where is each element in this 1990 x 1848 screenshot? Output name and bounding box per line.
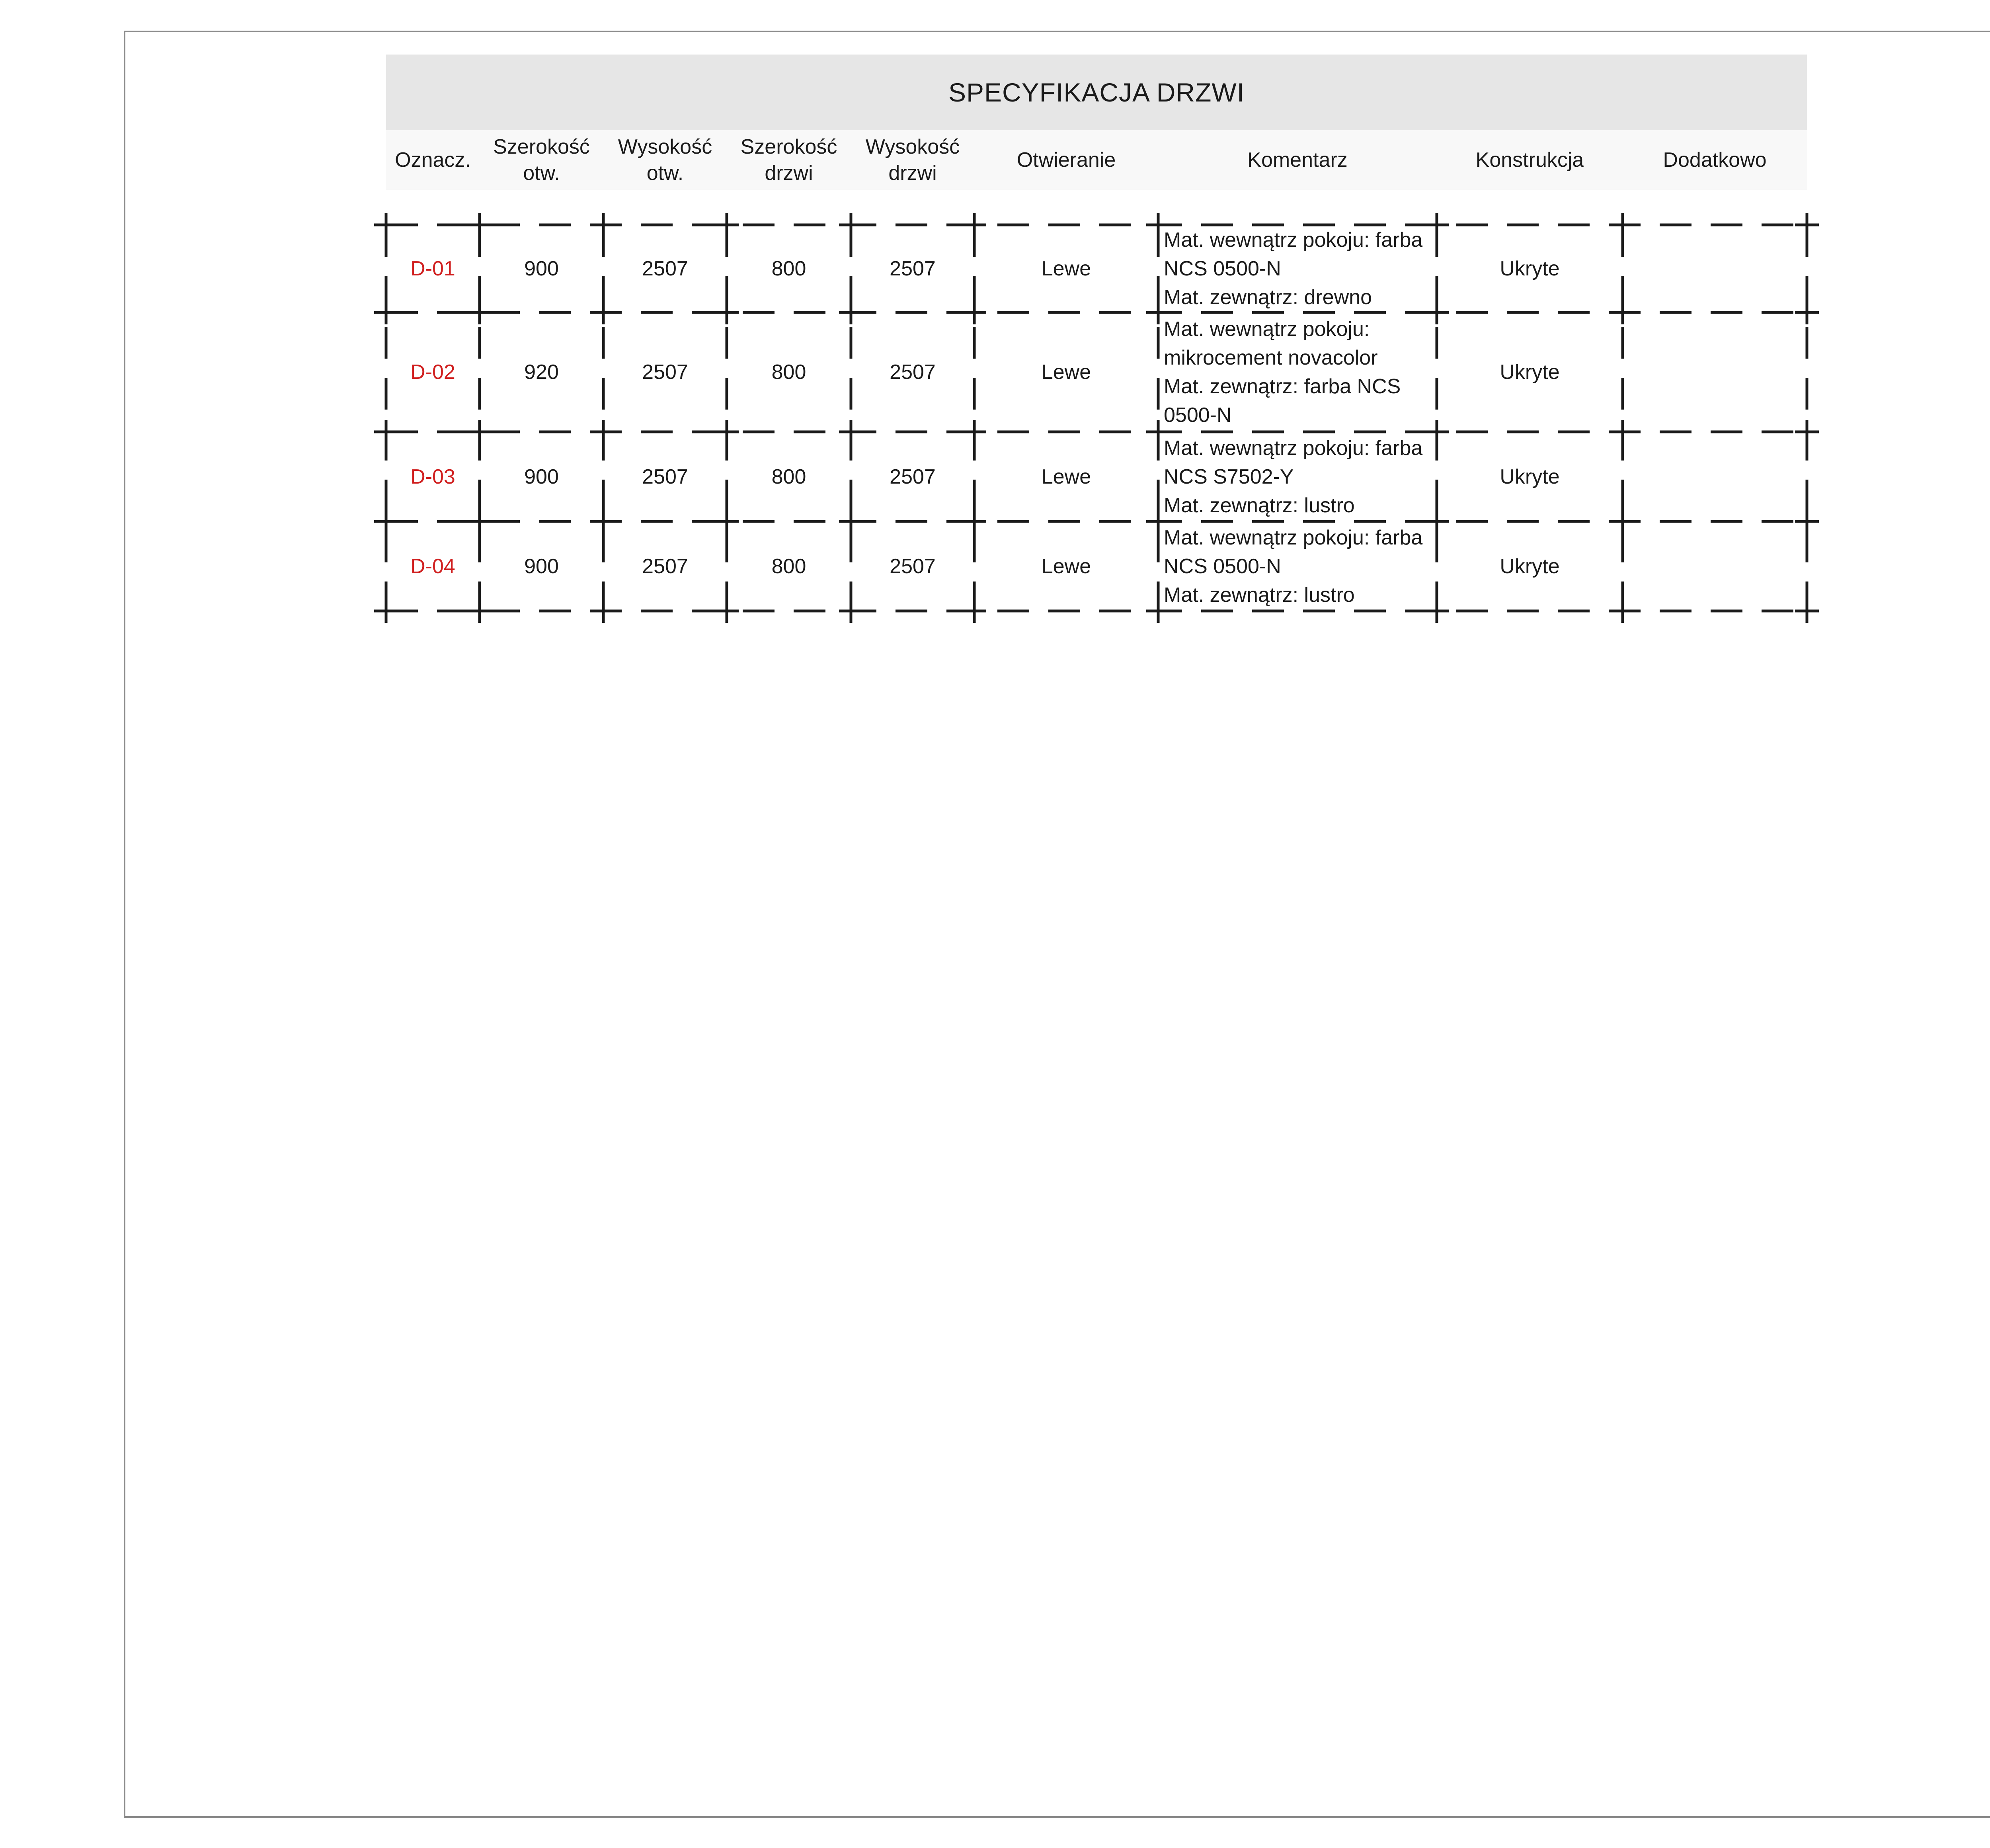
cell-konstrukcja: Ukryte bbox=[1500, 361, 1560, 384]
header-komentarz: Komentarz bbox=[1247, 148, 1348, 172]
cell-oznacz: D-01 bbox=[410, 257, 455, 280]
comment-line: Mat. zewnątrz: drewno bbox=[1164, 286, 1372, 309]
header-dodatkowo: Dodatkowo bbox=[1663, 148, 1767, 172]
comment-line: NCS S7502-Y bbox=[1164, 465, 1294, 488]
header-wys-otw: Wysokość otw. bbox=[618, 135, 712, 185]
header-szer-drzwi: Szerokość drzwi bbox=[740, 135, 837, 185]
comment-line: Mat. wewnątrz pokoju: farba bbox=[1164, 228, 1423, 252]
comment-line: Mat. wewnątrz pokoju: farba bbox=[1164, 526, 1423, 549]
cell-komentarz bbox=[1164, 225, 1434, 312]
cell-szer-otw: 900 bbox=[524, 257, 559, 280]
cell-otwieranie: Lewe bbox=[1041, 257, 1091, 280]
comment-line: mikrocement novacolor bbox=[1164, 346, 1378, 369]
cell-komentarz bbox=[1164, 432, 1434, 521]
cell-oznacz: D-03 bbox=[410, 465, 455, 488]
comment-line: Mat. wewnątrz pokoju: farba bbox=[1164, 436, 1423, 460]
cell-wys-drzwi: 2507 bbox=[890, 465, 936, 488]
cell-dodatkowo bbox=[1623, 225, 1807, 312]
cell-wys-drzwi: 2507 bbox=[890, 554, 936, 578]
cell-otwieranie: Lewe bbox=[1041, 361, 1091, 384]
comment-line: Mat. wewnątrz pokoju: bbox=[1164, 318, 1370, 341]
comment-line: Mat. zewnątrz: lustro bbox=[1164, 583, 1355, 607]
comment-line: NCS 0500-N bbox=[1164, 257, 1281, 280]
header-otwieranie: Otwieranie bbox=[1016, 148, 1116, 172]
cell-wys-otw: 2507 bbox=[642, 465, 688, 488]
cell-konstrukcja: Ukryte bbox=[1500, 554, 1560, 578]
header-szer-otw: Szerokość otw. bbox=[493, 135, 590, 185]
header-konstrukcja: Konstrukcja bbox=[1475, 148, 1584, 172]
comment-line: Mat. zewnątrz: farba NCS bbox=[1164, 375, 1401, 398]
cell-wys-drzwi: 2507 bbox=[890, 361, 936, 384]
cell-wys-otw: 2507 bbox=[642, 554, 688, 578]
comment-line: 0500-N bbox=[1164, 404, 1232, 427]
header-wys-drzwi: Wysokość drzwi bbox=[865, 135, 960, 185]
cell-oznacz: D-02 bbox=[410, 361, 455, 384]
cell-wys-otw: 2507 bbox=[642, 257, 688, 280]
table-header-row bbox=[386, 130, 1807, 190]
header-oznacz: Oznacz. bbox=[395, 148, 471, 172]
cell-szer-drzwi: 800 bbox=[771, 465, 806, 488]
cell-szer-drzwi: 800 bbox=[771, 361, 806, 384]
cell-dodatkowo bbox=[1623, 312, 1807, 432]
cell-otwieranie: Lewe bbox=[1041, 554, 1091, 578]
cell-szer-otw: 900 bbox=[524, 465, 559, 488]
cell-dodatkowo bbox=[1623, 521, 1807, 611]
cell-konstrukcja: Ukryte bbox=[1500, 257, 1560, 280]
cell-dodatkowo bbox=[1623, 432, 1807, 521]
cell-szer-drzwi: 800 bbox=[771, 257, 806, 280]
cell-oznacz: D-04 bbox=[410, 554, 455, 578]
cell-wys-drzwi: 2507 bbox=[890, 257, 936, 280]
cell-otwieranie: Lewe bbox=[1041, 465, 1091, 488]
cell-konstrukcja: Ukryte bbox=[1500, 465, 1560, 488]
cell-szer-drzwi: 800 bbox=[771, 554, 806, 578]
cell-komentarz bbox=[1164, 521, 1434, 611]
comment-line: Mat. zewnątrz: lustro bbox=[1164, 494, 1355, 517]
table-title: SPECYFIKACJA DRZWI bbox=[386, 55, 1807, 130]
comment-line: NCS 0500-N bbox=[1164, 554, 1281, 578]
cell-szer-otw: 920 bbox=[524, 361, 559, 384]
cell-szer-otw: 900 bbox=[524, 554, 559, 578]
cell-komentarz bbox=[1164, 312, 1434, 432]
cell-wys-otw: 2507 bbox=[642, 361, 688, 384]
